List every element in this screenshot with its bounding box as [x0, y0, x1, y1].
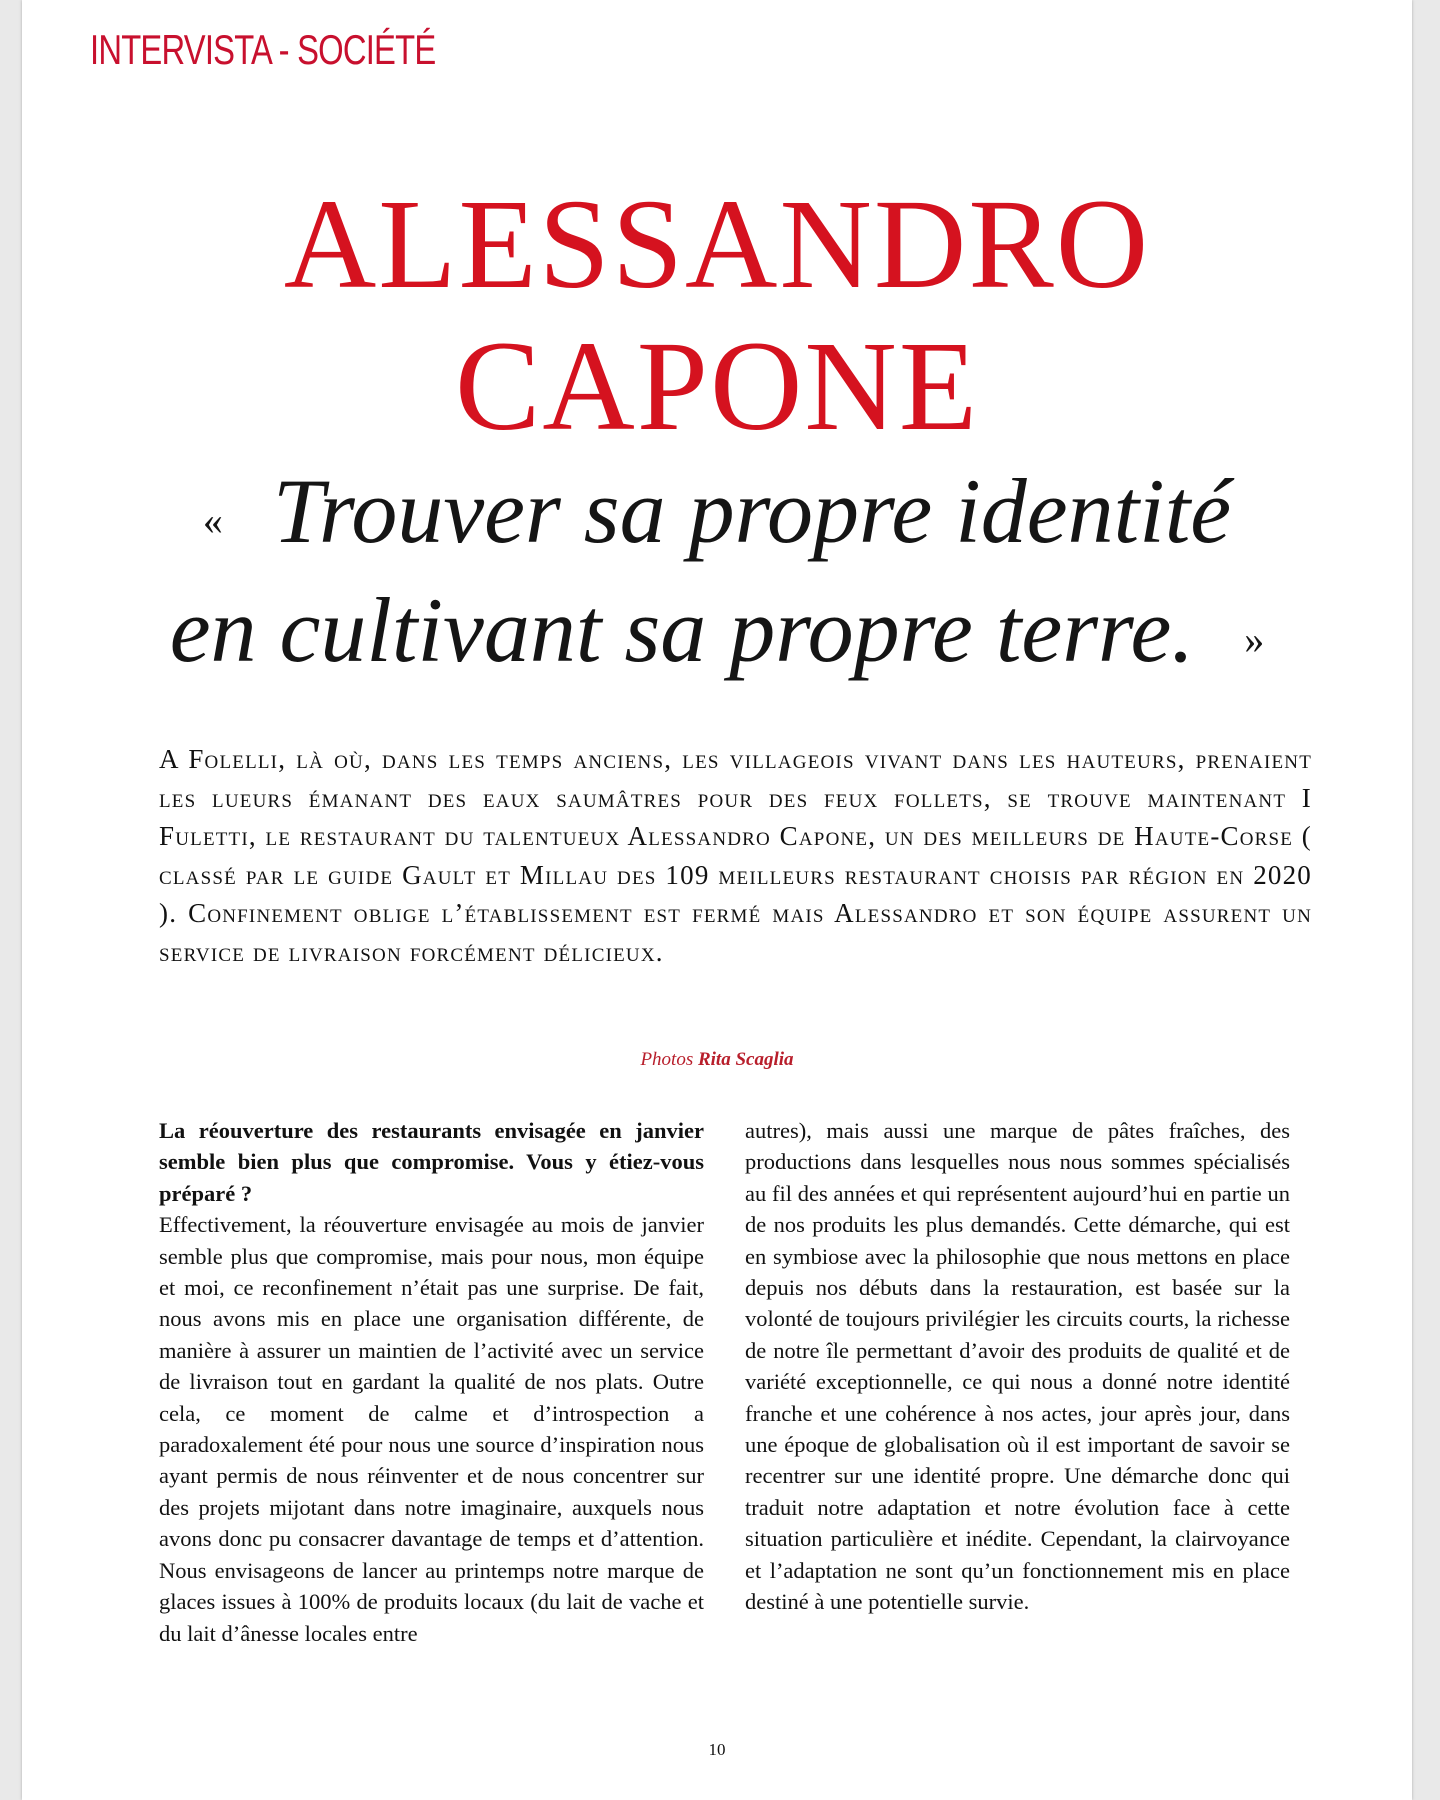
pull-quote-text-1: Trouver sa propre identité: [272, 460, 1232, 562]
pull-quote-line-2: [22, 579, 1412, 681]
section-label: INTERVISTA - SOCIÉTÉ: [90, 26, 436, 73]
page-number: 10: [708, 1740, 726, 1759]
intro-paragraph: A Folelli, là où, dans les temps anciens, les villageois vivant dans les hauteurs, prenaient les lueurs émanant des eaux saumâtres pour des feux follets, se trouve maintenant I Fuletti, le restaurant du talentueux Alessandro Capone, un des meilleurs de Haute-Corse ( classé par le guide Gault et Millau des 109 meilleurs restaurant choisis par région en 2020 ). Confinement oblige l’établissement est fermé mais Alessandro et son équipe assurent un service de livraison forcément délicieux.: [159, 744, 1312, 967]
interview-answer-left: Effectivement, la réouverture envisagée au mois de janvier semble plus que compromise, mais pour nous, mon équipe et moi, ce reconfinement n’était pas une surprise. De fait, nous avons mis en place une organisation différente, de manière à assurer un maintien de l’activité avec un service de livraison tout en gardant la qualité de nos plats. Outre cela, ce moment de calme et d’introspection a paradoxalement été pour nous une source d’inspiration nous ayant permis de nous réinventer et de nous concentrer sur des projets mijotant dans notre imaginaire, auxquels nous avons donc pu consacrer davantage de temps et d’attention. Nous envisageons de lancer au printemps notre marque de glaces issues à 100% de produits locaux (du lait de vache et du lait d’ânesse locales entre: [159, 1212, 704, 1646]
photo-credit-prefix: Photos: [640, 1049, 694, 1070]
photo-credit-name: Rita Scaglia: [697, 1049, 794, 1070]
title-last-name: CAPONE: [454, 315, 980, 457]
interview-question: La réouverture des restaurants envisagée en janvier semble bien plus que compromise. Vous y étiez-vous préparé ?: [159, 1118, 704, 1206]
article-column-left: [159, 1115, 704, 1649]
pull-quote-line-1: [22, 460, 1412, 562]
title-first-name: ALESSANDRO: [283, 173, 1151, 315]
quote-open-mark: «: [202, 497, 223, 543]
photo-credit: [22, 1049, 1412, 1071]
interview-answer-right: autres), mais aussi une marque de pâtes fraîches, des productions dans lesquelles nous nous sommes spécialisés au fil des années et qui représentent aujourd’hui en partie un de nos produits les plus demandés. Cette démarche, qui est en symbiose avec la philosophie que nous mettons en place depuis nos débuts dans la restauration, est basée sur la volonté de toujours privilégier les circuits courts, la richesse de notre île permettant d’avoir des produits de qualité et de variété exceptionnelle, ce qui nous a donné notre identité franche et une cohérence à nos actes, jour après jour, dans une époque de globalisation où il est important de savoir se recentrer sur une identité propre. Une démarche donc qui traduit notre adaptation et notre évolution face à cette situation particulière et inédite. Cependant, la clairvoyance et l’adaptation ne sont qu’un fonctionnement mis en place destiné à une potentielle survie.: [745, 1118, 1290, 1615]
pull-quote-text-2: en cultivant sa propre terre.: [169, 579, 1195, 681]
article-column-right: [745, 1115, 1290, 1618]
magazine-page: [22, 0, 1412, 1800]
quote-close-mark: »: [1244, 616, 1265, 662]
